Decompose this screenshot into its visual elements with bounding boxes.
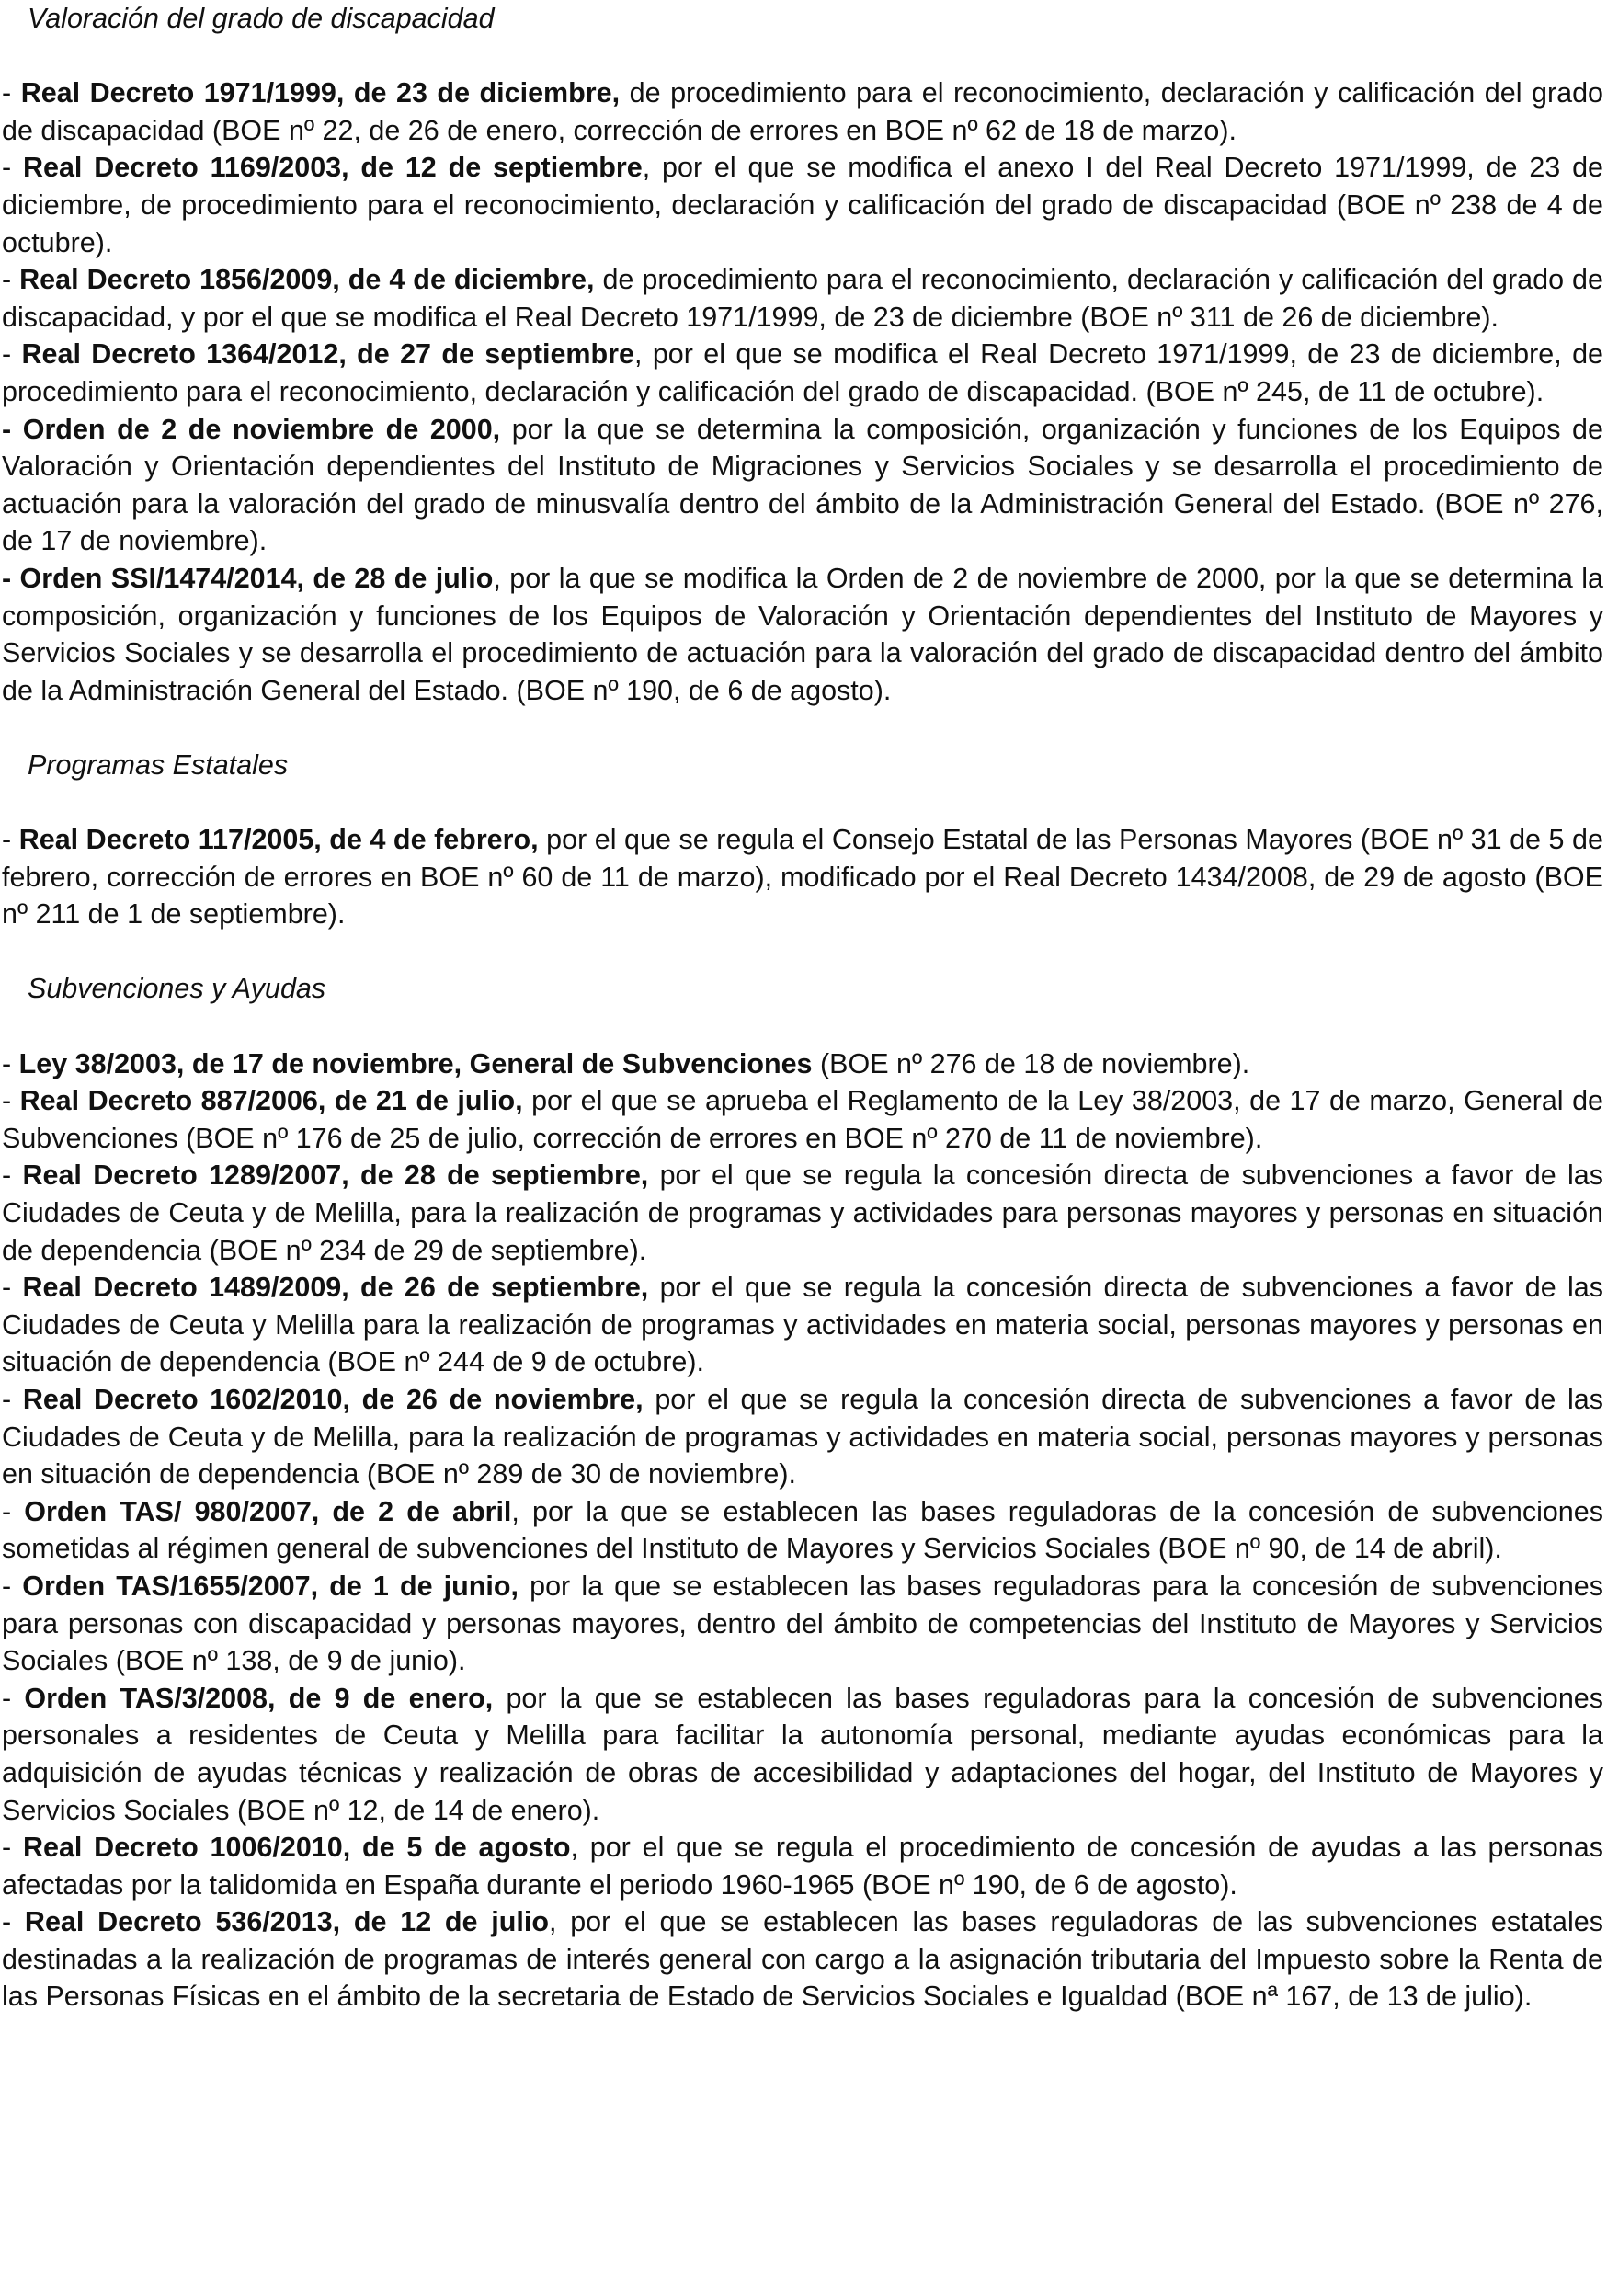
spacer <box>2 933 1603 971</box>
item-text: por el que se regula la concesión directa de subvenciones a favor de las Ciudades de Ceuta y de Melilla, para la realización de programas y actividades para personas mayores y personas en situación de dependencia (BOE nº 234 de 29 de septiembre). <box>2 1159 1603 1266</box>
item-text: , por la que se establecen las bases reguladoras de la concesión de subvenciones sometidas al régimen general de subvenciones del Instituto de Mayores y Servicios Sociales (BOE nº 90, de 14 de abril). <box>2 1495 1603 1565</box>
list-item: - Real Decreto 1006/2010, de 5 de agosto, por el que se regula el procedimiento de concesión de ayudas a las personas afectadas por la talidomida en España durante el periodo 1960-1965 (BOE nº 190, de 6 de agosto). <box>2 1832 1603 1901</box>
list-item: - Orden SSI/1474/2014, de 28 de julio, por la que se modifica la Orden de 2 de noviembre de 2000, por la que se determina la composición, organización y funciones de los Equipos de Valoración y Orientación dependientes del Instituto de Mayores y Servicios Sociales y se desarrolla el procedimiento de actuación para la valoración del grado de discapacidad dentro del ámbito de la Administración General del Estado. (BOE nº 190, de 6 de agosto). <box>2 562 1603 706</box>
list-item: - Orden de 2 de noviembre de 2000, por la que se determina la composición, organización y funciones de los Equipos de Valoración y Orientación dependientes del Instituto de Migraciones y Servicios Sociales y se desarrolla el procedimiento de actuación para la valoración del grado de minusvalía dentro del ámbito de la Administración General del Estado. (BOE nº 276, de 17 de noviembre). <box>2 413 1603 557</box>
section-heading-programas: Programas Estatales <box>28 748 289 781</box>
spacer <box>2 709 1603 747</box>
list-item: - Real Decreto 1364/2012, de 27 de septiembre, por el que se modifica el Real Decreto 1971/1999, de 23 de diciembre, de procedimiento para el reconocimiento, declaración y calificación del grado de discapacidad. (BOE nº 245, de 11 de octubre). <box>2 338 1603 407</box>
list-item: - Real Decreto 1602/2010, de 26 de noviembre, por el que se regula la concesión directa de subvenciones a favor de las Ciudades de Ceuta y de Melilla, para la realización de programas y actividades en materia social, personas mayores y personas en situación de dependencia (BOE nº 289 de 30 de noviembre). <box>2 1383 1603 1491</box>
list-item: - Real Decreto 1971/1999, de 23 de diciembre, de procedimiento para el reconocimiento, declaración y calificación del grado de discapacidad (BOE nº 22, de 26 de enero, corrección de errores en BOE nº 62 de 18 de marzo). <box>2 77 1603 146</box>
item-text: por la que se establecen las bases reguladoras para la concesión de subvenciones para personas con discapacidad y personas mayores, dentro del ámbito de competencias del Instituto de Mayores y Servicios Sociales (BOE nº 138, de 9 de junio). <box>2 1570 1603 1677</box>
section-heading-valoracion: Valoración del grado de discapacidad <box>28 3 495 34</box>
list-item: - Real Decreto 117/2005, de 4 de febrero, por el que se regula el Consejo Estatal de las Personas Mayores (BOE nº 31 de 5 de febrero, corrección de errores en BOE nº 60 de 11 de marzo), modificado por el Real Decreto 1434/2008, de 29 de agosto (BOE nº 211 de 1 de septiembre). <box>2 824 1603 931</box>
list-item: - Real Decreto 1856/2009, de 4 de diciembre, de procedimiento para el reconocimiento, declaración y calificación del grado de discapacidad, y por el que se modifica el Real Decreto 1971/1999, de 23 de diciembre (BOE nº 311 de 26 de diciembre). <box>2 264 1603 333</box>
list-item: - Real Decreto 887/2006, de 21 de julio, por el que se aprueba el Reglamento de la Ley 38/2003, de 17 de marzo, General de Subvenciones (BOE nº 176 de 25 de julio, corrección de errores en BOE nº 270 de 11 de noviembre). <box>2 1085 1604 1154</box>
item-title: Orden TAS/3/2008, de 9 de enero, <box>24 1682 494 1714</box>
item-title: Real Decreto 1006/2010, de 5 de agosto <box>22 1832 571 1864</box>
item-text: por el que se regula la concesión directa de subvenciones a favor de las Ciudades de Ceuta y Melilla para la realización de programas y actividades en materia social, personas mayores y personas en situación de dependencia (BOE nº 244 de 9 de octubre). <box>2 1272 1603 1378</box>
item-title: Real Decreto 117/2005, de 4 de febrero, <box>18 824 539 856</box>
item-text: , por la que se modifica la Orden de 2 de noviembre de 2000, por la que se determina la composición, organización y funciones de los Equipos de Valoración y Orientación dependientes del Instituto de Mayores y Servicios Sociales y se desarrolla el procedimiento de actuación para la valoración del grado de discapacidad dentro del ámbito de la Administración General del Estado. (BOE nº 190, de 6 de agosto). <box>2 562 1603 706</box>
item-text: , por el que se modifica el Real Decreto 1971/1999, de 23 de diciembre, de procedimiento para el reconocimiento, declaración y calificación del grado de discapacidad. (BOE nº 245, de 11 de octubre). <box>2 338 1603 407</box>
item-title: Real Decreto 536/2013, de 12 de julio <box>24 1906 549 1938</box>
item-title: Real Decreto 1856/2009, de 4 de diciembre, <box>19 264 595 296</box>
item-title: Ley 38/2003, de 17 de noviembre, General de Subvenciones <box>18 1047 813 1079</box>
list-item: - Ley 38/2003, de 17 de noviembre, General de Subvenciones (BOE nº 276 de 18 de noviembre). <box>2 1047 1250 1079</box>
list-item: - Real Decreto 1169/2003, de 12 de septiembre, por el que se modifica el anexo I del Real Decreto 1971/1999, de 23 de diciembre, de procedimiento para el reconocimiento, declaración y calificación del grado de discapacidad (BOE nº 238 de 4 de octubre). <box>2 152 1603 258</box>
spacer <box>2 38 1603 75</box>
item-text: por el que se regula el Consejo Estatal de las Personas Mayores (BOE nº 31 de 5 de febrero, corrección de errores en BOE nº 60 de 11 de marzo), modificado por el Real Decreto 1434/2008, de 29 de agosto (BOE nº 211 de 1 de septiembre). <box>2 824 1603 931</box>
list-item: - Real Decreto 536/2013, de 12 de julio, por el que se establecen las bases reguladoras de las subvenciones estatales destinadas a la realización de programas de interés general con cargo a la asignación tributaria del Impuesto sobre la Renta de las Personas Físicas en el ámbito de la secretaria de Estado de Servicios Sociales e Igualdad (BOE nª 167, de 13 de julio). <box>2 1906 1603 2013</box>
item-text: , por el que se modifica el anexo I del Real Decreto 1971/1999, de 23 de diciembre, de procedimiento para el reconocimiento, declaración y calificación del grado de discapacidad (BOE nº 238 de 4 de octubre). <box>2 152 1603 258</box>
item-title: Orden SSI/1474/2014, de 28 de julio <box>19 562 494 594</box>
list-item: - Real Decreto 1489/2009, de 26 de septiembre, por el que se regula la concesión directa de subvenciones a favor de las Ciudades de Ceuta y Melilla para la realización de programas y actividades en materia social, personas mayores y personas en situación de dependencia (BOE nº 244 de 9 de octubre). <box>2 1272 1603 1378</box>
item-title: Orden de 2 de noviembre de 2000, <box>22 413 501 445</box>
item-title: Real Decreto 1364/2012, de 27 de septiembre <box>21 338 635 371</box>
item-text: por el que se aprueba el Reglamento de la Ley 38/2003, de 17 de marzo, General de Subvenciones (BOE nº 176 de 25 de julio, corrección de errores en BOE nº 270 de 11 de noviembre). <box>2 1085 1604 1154</box>
section-heading-subvenciones: Subvenciones y Ayudas <box>28 973 326 1005</box>
item-text: (BOE nº 276 de 18 de noviembre). <box>812 1047 1250 1079</box>
item-text: por la que se establecen las bases reguladoras para la concesión de subvenciones personales a residentes de Ceuta y Melilla para facilitar la autonomía personal, mediante ayudas económicas para la adquisición de ayudas técnicas y realización de obras de accesibilidad y adaptaciones del hogar, del Instituto de Mayores y Servicios Sociales (BOE nº 12, de 14 de enero). <box>2 1682 1603 1826</box>
item-text: , por el que se regula el procedimiento de concesión de ayudas a las personas afectadas por la talidomida en España durante el periodo 1960-1965 (BOE nº 190, de 6 de agosto). <box>2 1832 1603 1901</box>
item-title: Orden TAS/1655/2007, de 1 de junio, <box>22 1570 519 1602</box>
item-title: Real Decreto 887/2006, de 21 de julio, <box>19 1085 523 1117</box>
list-item: - Orden TAS/1655/2007, de 1 de junio, por la que se establecen las bases reguladoras para la concesión de subvenciones para personas con discapacidad y personas mayores, dentro del ámbito de competencias del Instituto de Mayores y Servicios Sociales (BOE nº 138, de 9 de junio). <box>2 1570 1603 1677</box>
list-item: - Orden TAS/ 980/2007, de 2 de abril, por la que se establecen las bases reguladoras de la concesión de subvenciones sometidas al régimen general de subvenciones del Instituto de Mayores y Servicios Sociales (BOE nº 90, de 14 de abril). <box>2 1495 1603 1565</box>
item-title: Real Decreto 1971/1999, de 23 de diciembre, <box>20 77 621 109</box>
spacer <box>2 1008 1603 1045</box>
item-title: Orden TAS/ 980/2007, de 2 de abril <box>24 1495 512 1527</box>
list-item: - Real Decreto 1289/2007, de 28 de septiembre, por el que se regula la concesión directa de subvenciones a favor de las Ciudades de Ceuta y de Melilla, para la realización de programas y actividades para personas mayores y personas en situación de dependencia (BOE nº 234 de 29 de septiembre). <box>2 1159 1603 1266</box>
item-title: Real Decreto 1169/2003, de 12 de septiembre <box>22 152 643 184</box>
item-title: Real Decreto 1289/2007, de 28 de septiembre, <box>22 1159 649 1192</box>
item-text: de procedimiento para el reconocimiento, declaración y calificación del grado de discapacidad (BOE nº 22, de 26 de enero, corrección de errores en BOE nº 62 de 18 de marzo). <box>2 77 1603 146</box>
item-text: , por el que se establecen las bases reguladoras de las subvenciones estatales destinadas a la realización de programas de interés general con cargo a la asignación tributaria del Impuesto sobre la Renta de las Personas Físicas en el ámbito de la secretaria de Estado de Servicios Sociales e Igualdad (BOE nª 167, de 13 de julio). <box>2 1906 1603 2013</box>
item-text: por el que se regula la concesión directa de subvenciones a favor de las Ciudades de Ceuta y de Melilla, para la realización de programas y actividades en materia social, personas mayores y personas en situación de dependencia (BOE nº 289 de 30 de noviembre). <box>2 1383 1603 1491</box>
spacer <box>2 783 1603 821</box>
item-text: de procedimiento para el reconocimiento, declaración y calificación del grado de discapacidad, y por el que se modifica el Real Decreto 1971/1999, de 23 de diciembre (BOE nº 311 de 26 de diciembre). <box>2 264 1603 333</box>
item-title: Real Decreto 1489/2009, de 26 de septiembre, <box>22 1272 649 1304</box>
item-text: por la que se determina la composición, organización y funciones de los Equipos de Valoración y Orientación dependientes del Instituto de Migraciones y Servicios Sociales y se desarrolla el procedimiento de actuación para la valoración del grado de minusvalía dentro del ámbito de la Administración General del Estado. (BOE nº 276, de 17 de noviembre). <box>2 413 1603 557</box>
list-item: - Orden TAS/3/2008, de 9 de enero, por la que se establecen las bases reguladoras para la concesión de subvenciones personales a residentes de Ceuta y Melilla para facilitar la autonomía personal, mediante ayudas económicas para la adquisición de ayudas técnicas y realización de obras de accesibilidad y adaptaciones del hogar, del Instituto de Mayores y Servicios Sociales (BOE nº 12, de 14 de enero). <box>2 1682 1603 1826</box>
item-title: Real Decreto 1602/2010, de 26 de noviembre, <box>22 1383 644 1415</box>
